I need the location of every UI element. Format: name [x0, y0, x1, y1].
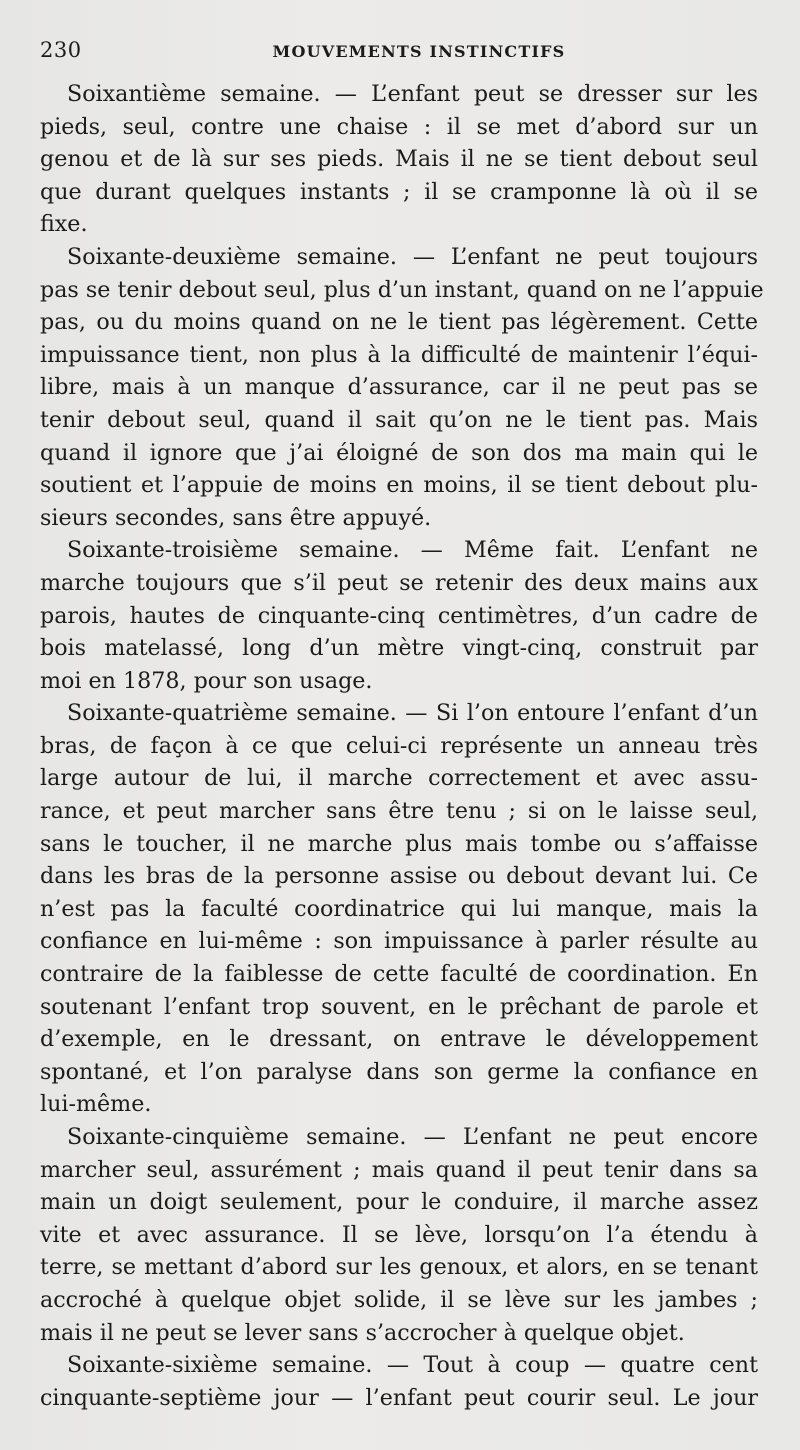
- text-line: contraire de la faiblesse de cette faculté de coordination. En: [40, 961, 758, 988]
- text-line: d’exemple, en le dressant, on entrave le développement: [40, 1026, 758, 1053]
- text-line: marcher seul, assurément ; mais quand il peut tenir dans sa: [40, 1156, 758, 1183]
- text-line: soutenant l’enfant trop souvent, en le prêchant de parole et: [40, 993, 758, 1020]
- text-line: parois, hautes de cinquante-cinq centimètres, d’un cadre de: [40, 602, 758, 629]
- text-line: cinquante-septième jour — l’enfant peut courir seul. Le jour: [40, 1384, 758, 1411]
- text-line: confiance en lui-même : son impuissance à parler résulte au: [40, 928, 758, 955]
- text-line: Soixante-troisième semaine. — Même fait. L’enfant ne: [67, 537, 758, 564]
- text-line: marche toujours que s’il peut se retenir des deux mains aux: [40, 569, 758, 596]
- paragraph: [40, 1121, 758, 1349]
- text-line: n’est pas la faculté coordinatrice qui lui manque, mais la: [40, 895, 758, 922]
- text-line: mais il ne peut se lever sans s’accrocher à quelque objet.: [40, 1319, 685, 1346]
- text-line: lui-même.: [40, 1091, 152, 1118]
- text-line: pas se tenir debout seul, plus d’un instant, quand on ne l’appuie: [40, 276, 764, 303]
- paragraph: [40, 78, 758, 241]
- text-line: dans les bras de la personne assise ou debout devant lui. Ce: [40, 863, 758, 890]
- text-line: spontané, et l’on paralyse dans son germe la confiance en: [40, 1058, 758, 1085]
- running-title: MOUVEMENTS INSTINCTIFS: [272, 42, 566, 61]
- text-line: fixe.: [40, 211, 88, 238]
- running-head: [40, 0, 758, 62]
- text-line: genou et de là sur ses pieds. Mais il ne se tient debout seul: [40, 146, 758, 173]
- text-line: tenir debout seul, quand il sait qu’on ne le tient pas. Mais: [40, 406, 758, 433]
- text-line: que durant quelques instants ; il se cramponne là où il se: [40, 178, 758, 205]
- page-number: 230: [40, 38, 82, 62]
- text-line: quand il ignore que j’ai éloigné de son dos ma main qui le: [40, 439, 758, 466]
- text-line: Soixantième semaine. — L’enfant peut se dresser sur les: [67, 81, 758, 107]
- text-line: pas, ou du moins quand on ne le tient pas légèrement. Cette: [40, 309, 758, 336]
- text-line: vite et avec assurance. Il se lève, lorsqu’on l’a étendu à: [40, 1221, 758, 1248]
- text-line: terre, se mettant d’abord sur les genoux, et alors, en se tenant: [40, 1254, 758, 1281]
- text-line: pieds, seul, contre une chaise : il se met d’abord sur un: [40, 113, 758, 140]
- text-line: libre, mais à un manque d’assurance, car il ne peut pas se: [40, 374, 758, 401]
- text-line: rance, et peut marcher sans être tenu ; si on le laisse seul,: [40, 798, 758, 825]
- paragraph: [40, 534, 758, 697]
- text-line: impuissance tient, non plus à la difficulté de maintenir l’équi-: [40, 341, 758, 368]
- text-line: Soixante-sixième semaine. — Tout à coup — quatre cent: [67, 1352, 758, 1379]
- text-line: moi en 1878, pour son usage.: [40, 667, 373, 694]
- text-line: large autour de lui, il marche correctement et avec assu-: [40, 765, 758, 792]
- text-line: bras, de façon à ce que celui-ci représente un anneau très: [40, 732, 758, 759]
- text-line: main un doigt seulement, pour le conduire, il marche assez: [40, 1189, 758, 1216]
- text-line: bois matelassé, long d’un mètre vingt-cinq, construit par: [40, 635, 758, 662]
- text-line: Soixante-quatrième semaine. — Si l’on entoure l’enfant d’un: [67, 700, 758, 727]
- text-line: sieurs secondes, sans être appuyé.: [40, 504, 432, 531]
- page-body: [40, 78, 764, 1414]
- paragraph: [40, 241, 764, 534]
- paragraph: [40, 1349, 758, 1414]
- paragraph: [40, 697, 758, 1121]
- text-line: sans le toucher, il ne marche plus mais tombe ou s’affaisse: [40, 830, 758, 857]
- text-line: soutient et l’appuie de moins en moins, il se tient debout plu-: [40, 472, 758, 499]
- text-line: Soixante-deuxième semaine. — L’enfant ne peut toujours: [67, 243, 758, 270]
- text-line: Soixante-cinquième semaine. — L’enfant ne peut encore: [67, 1124, 758, 1150]
- text-line: accroché à quelque objet solide, il se lève sur les jambes ;: [40, 1286, 758, 1313]
